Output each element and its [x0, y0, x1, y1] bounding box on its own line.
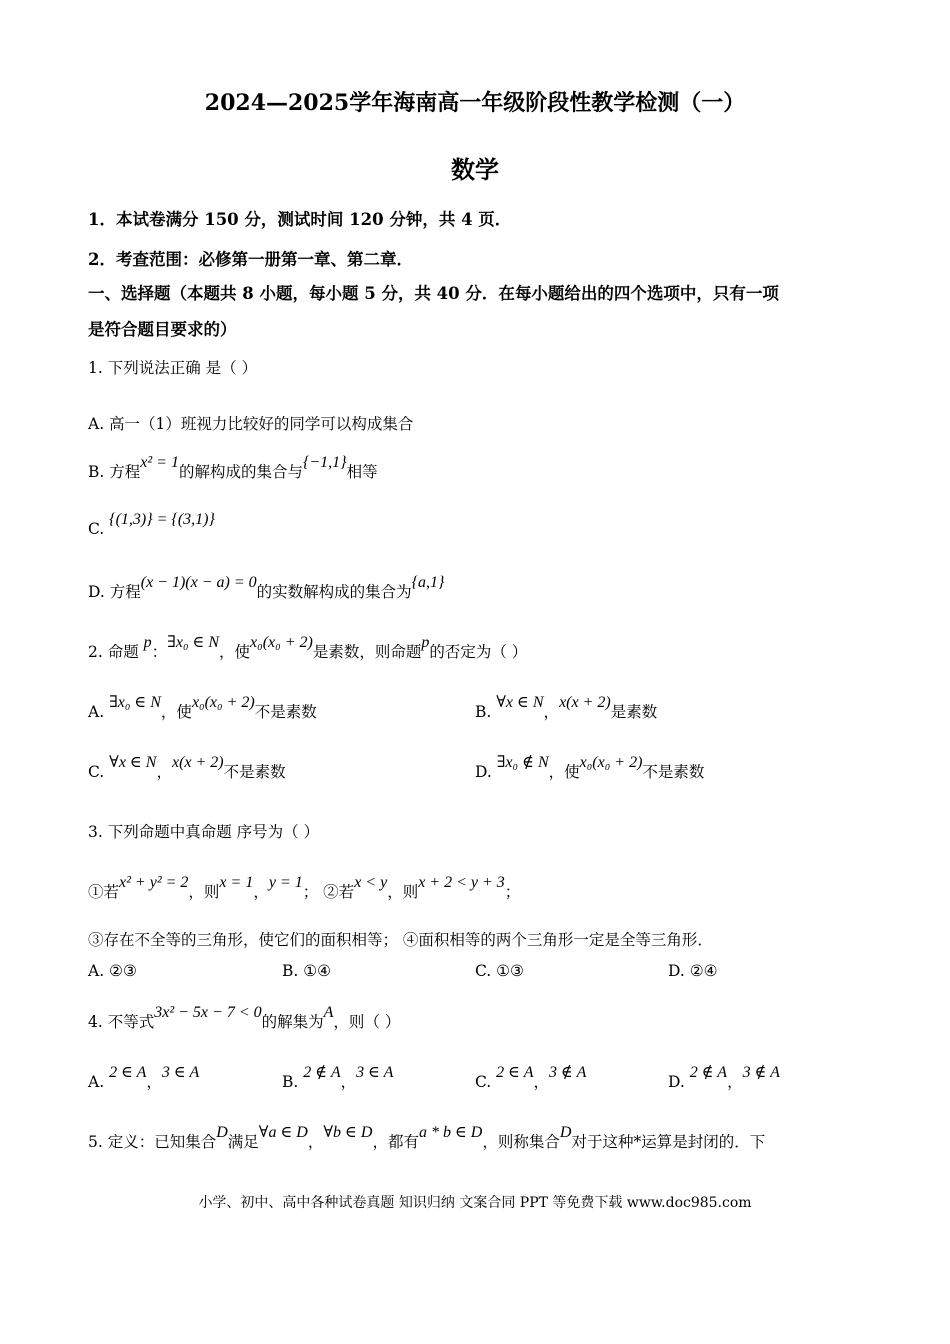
math-expression: 2 ∉ A [303, 1064, 341, 1081]
math-expression: p [421, 634, 430, 651]
q1-option-c: C. {(1,3)} = {(3,1)} [88, 511, 215, 538]
q1-option-a: A. 高一（1）班视力比较好的同学可以构成集合 [88, 415, 414, 433]
page-footer: 小学、初中、高中各种试卷真题 知识归纳 文案合同 PPT 等免费下载 www.doc985.com [198, 1195, 752, 1211]
math-expression: x₀(x₀ + 2) [250, 634, 313, 651]
math-expression: x = 1 [219, 874, 254, 891]
math-expression: x(x + 2) [171, 754, 224, 771]
math-expression: ∃x₀ ∈ N [167, 634, 220, 651]
math-expression: 3 ∉ A [549, 1064, 587, 1081]
section-heading-line-2: 是符合题目要求的） [88, 320, 237, 339]
q1-option-d: D. 方程(x − 1)(x − a) = 0的实数解构成的集合为{a,1} [88, 574, 445, 601]
math-expression: ∀a ∈ D [258, 1124, 308, 1141]
math-expression: ∀x ∈ N [109, 754, 157, 771]
q1-stem: 1. 下列说法正确 是（ ） [88, 359, 258, 377]
q5-stem: 5. 定义：已知集合D满足∀a ∈ D，∀b ∈ D，都有a * b ∈ D，则称集合D对于这种*运算是封闭的．下 [88, 1124, 766, 1151]
math-expression: x₀(x₀ + 2) [191, 694, 255, 711]
math-expression: a * b ∈ D [418, 1124, 483, 1141]
q3-option-c: C. ①③ [475, 962, 524, 980]
q2-option-b: B. ∀x ∈ N，x(x + 2)是素数 [475, 694, 658, 721]
math-expression: 2 ∈ A [496, 1064, 534, 1081]
subject-title: 数学 [451, 155, 499, 184]
math-expression: x² = 1 [140, 454, 179, 471]
q4-option-b: B. 2 ∉ A，3 ∈ A [282, 1064, 394, 1091]
math-expression: x₀(x₀ + 2) [579, 754, 643, 771]
math-expression: (x − 1)(x − a) = 0 [140, 574, 257, 591]
q4-option-c: C. 2 ∈ A，3 ∉ A [475, 1064, 587, 1091]
math-expression: p [143, 634, 152, 651]
q3-option-a: A. ②③ [88, 962, 137, 980]
q3-stem: 3. 下列命题中真命题 序号为（ ） [88, 823, 320, 841]
q3-option-d: D. ②④ [668, 962, 718, 980]
q2-stem: 2. 命题 p：∃x₀ ∈ N，使x₀(x₀ + 2)是素数，则命题p的否定为（ ） [88, 634, 528, 661]
math-expression: 3 ∈ A [161, 1064, 200, 1081]
math-expression: D [216, 1124, 228, 1141]
math-expression: 2 ∈ A [109, 1064, 147, 1081]
q2-option-c: C. ∀x ∈ N，x(x + 2)不是素数 [88, 754, 286, 781]
math-expression: 3x² − 5x − 7 < 0 [154, 1004, 262, 1021]
math-expression: x < y [354, 874, 388, 891]
math-expression: {a,1} [411, 574, 445, 591]
note-1: 1．本试卷满分 150 分，测试时间 120 分钟，共 4 页． [88, 210, 512, 229]
math-expression: ∃x₀ ∈ N [109, 694, 161, 711]
math-expression: ∀b ∈ D [323, 1124, 373, 1141]
q4-option-d: D. 2 ∉ A，3 ∉ A [668, 1064, 780, 1091]
math-expression: 3 ∉ A [742, 1064, 780, 1081]
math-expression: A [323, 1004, 334, 1021]
math-expression: y = 1 [268, 874, 303, 891]
math-expression: ∀x ∈ N [496, 694, 544, 711]
math-expression: 2 ∉ A [689, 1064, 728, 1081]
math-expression: {(1,3)} = {(3,1)} [109, 511, 215, 528]
math-expression: 3 ∈ A [356, 1064, 394, 1081]
q4-option-a: A. 2 ∈ A，3 ∈ A [88, 1064, 200, 1091]
math-expression: x + 2 < y + 3 [418, 874, 505, 891]
q3-option-b: B. ①④ [282, 962, 332, 980]
math-expression: D [559, 1124, 572, 1141]
q3-statements-1-2: ①若x² + y² = 2，则x = 1，y = 1； ②若x < y，则x + 2 < y + 3； [88, 874, 521, 901]
math-expression: ∃x₀ ∉ N [496, 754, 549, 771]
section-heading-line-1: 一、选择题（本题共 8 小题，每小题 5 分，共 40 分．在每小题给出的四个选项中，只有一项 [88, 284, 779, 303]
math-expression: x² + y² = 2 [119, 874, 189, 891]
q1-option-b: B. 方程x² = 1的解构成的集合与{−1,1}相等 [88, 454, 378, 481]
math-expression: x(x + 2) [559, 694, 611, 711]
q4-stem: 4. 不等式3x² − 5x − 7 < 0的解集为A，则（ ） [88, 1004, 401, 1031]
note-2: 2．考查范围：必修第一册第一章、第二章． [88, 250, 413, 269]
math-expression: {−1,1} [302, 454, 347, 471]
q2-option-a: A. ∃x₀ ∈ N，使x₀(x₀ + 2)不是素数 [88, 694, 317, 721]
q3-statements-3-4: ③存在不全等的三角形，使它们的面积相等； ④面积相等的两个三角形一定是全等三角形． [88, 931, 713, 949]
exam-title: 2024—2025学年海南高一年级阶段性教学检测（一） [204, 90, 746, 116]
q2-option-d: D. ∃x₀ ∉ N，使x₀(x₀ + 2)不是素数 [475, 754, 705, 781]
